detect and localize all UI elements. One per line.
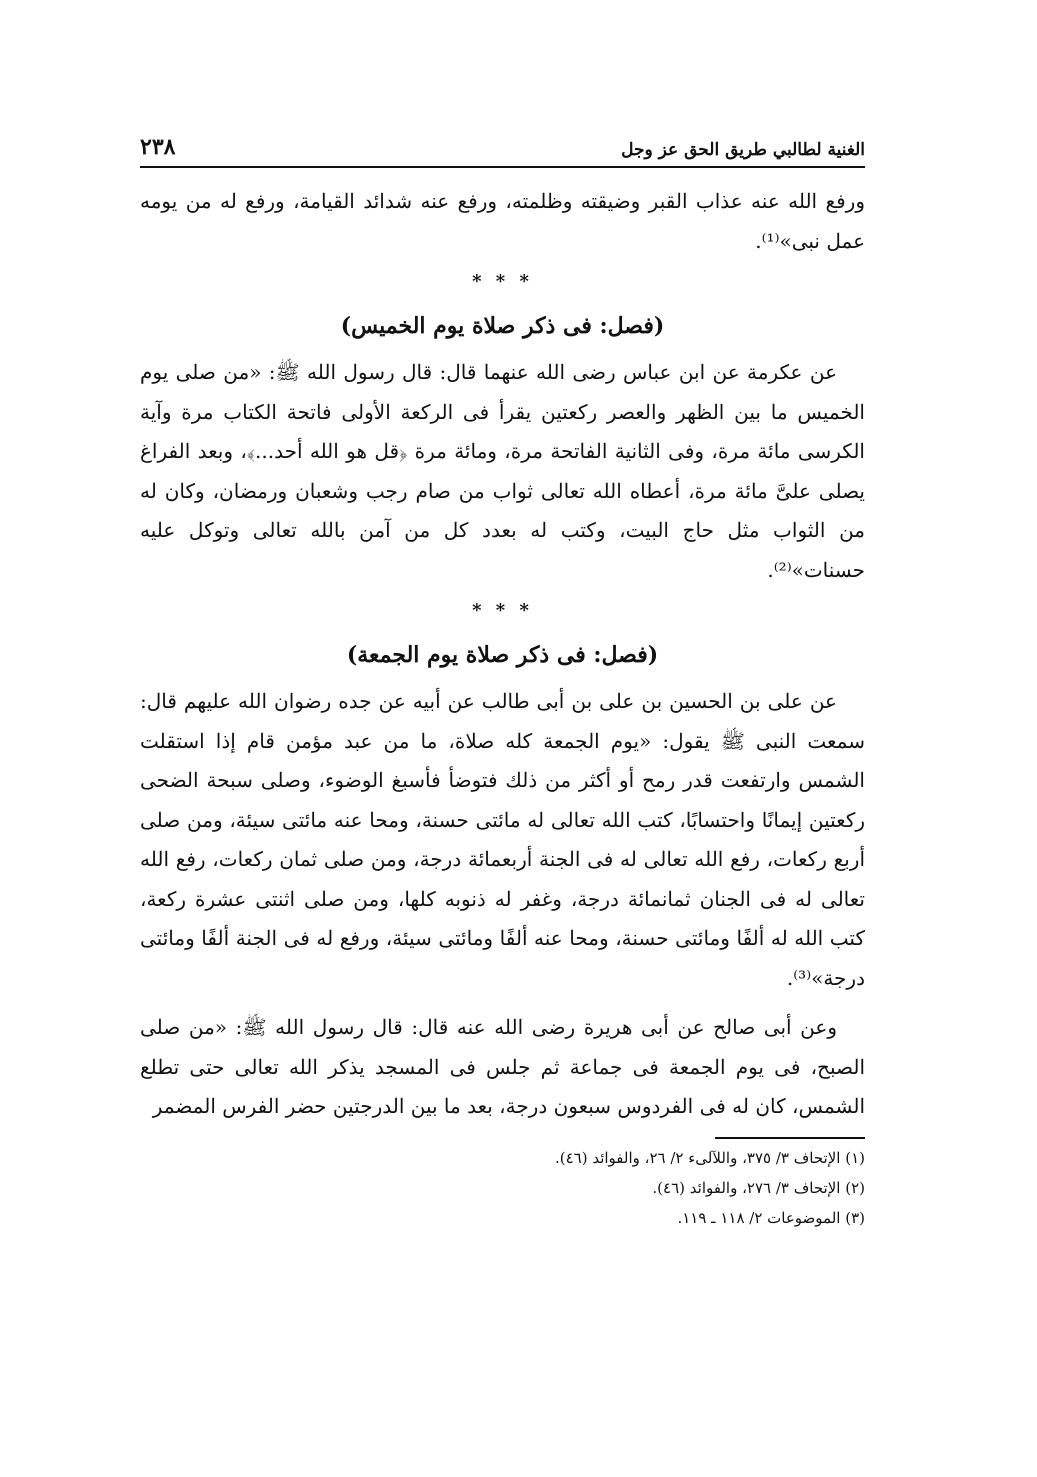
page-number: ٢٣٨ — [140, 134, 176, 160]
paragraph-thursday-prayer: عن عكرمة عن ابن عباس رضى الله عنهما قال: قال رسول الله ﷺ: «من صلى يوم الخميس ما بين الظهر والعصر ركعتين يقرأ فى الركعة الأولى فاتحة الكتاب مرة وآية الكرسى مائة مرة، وفى الثانية الفاتحة مرة، ومائة مرة ﴿قل هو الله أحد...﴾، وبعد الفراغ يصلى علىَّ مائة مرة، أعطاه الله تعالى ثواب من صام رجب وشعبان ورمضان، وكان له من الثواب مثل حاج البيت، وكتب له بعدد كل من آمن بالله تعالى وتوكل عليه حسنات»⁽²⁾. — [140, 360, 865, 582]
section-separator: * * * — [472, 600, 533, 621]
book-title: الغنية لطالبي طريق الحق عز وجل — [621, 140, 865, 160]
footnote: (٣) الموضوعات ٢/ ١١٨ ـ ١١٩. — [677, 1208, 865, 1227]
section-heading-thursday-prayer: (فصل: فى ذكر صلاة يوم الخميس) — [340, 313, 665, 339]
continued-paragraph: ورفع الله عنه عذاب القبر وضيقته وظلمته، ورفع عنه شدائد القيامة، ورفع له من يومه عمل نبى»⁽¹⁾. — [140, 189, 865, 253]
paragraph-friday-prayer: عن على بن الحسين بن على بن أبى طالب عن أبيه عن جده رضوان الله عليهم قال: سمعت النبى ﷺ يقول: «يوم الجمعة كله صلاة، ما من عبد مؤمن قام إذا استقلت الشمس وارتفعت قدر رمح أو أكثر من ذلك فتوضأ فأسبغ الوضوء، وصلى سبحة الضحى ركعتين إيمانًا واحتسابًا، كتب الله تعالى له مائتى حسنة، ومحا عنه مائتى سيئة، ومن صلى أربع ركعات، رفع الله تعالى له فى الجنة أربعمائة درجة، ومن صلى ثمان ركعات، رفع الله تعالى له فى الجنان ثمانمائة درجة، وغفر له ذنوبه كلها، ومن صلى اثنتى عشرة ركعة، كتب الله له ألفًا ومائتى حسنة، ومحا عنه ألفًا ومائتى سيئة، ورفع له فى الجنة ألفًا ومائتى درجة»⁽³⁾. — [140, 689, 865, 990]
footnote-divider — [715, 1137, 865, 1139]
paragraph-gap — [140, 998, 865, 1008]
footnote: (١) الإتحاف ٣/ ٣٧٥، واللآلىء ٢/ ٢٦، والفوائد (٤٦). — [554, 1148, 865, 1167]
section-heading-friday-prayer: (فصل: فى ذكر صلاة يوم الجمعة) — [346, 642, 659, 668]
section-separator: * * * — [472, 271, 533, 292]
book-page — [140, 120, 865, 1233]
paragraph-friday-dawn-prayer: وعن أبى صالح عن أبى هريرة رضى الله عنه قال: قال رسول الله ﷺ: «من صلى الصبح، فى يوم الجمعة فى جماعة ثم جلس فى المسجد يذكر الله تعالى حتى تطلع الشمس، كان له فى الفردوس سبعون درجة، بعد ما بين الدرجتين حضر الفرس المضمر — [140, 1015, 865, 1118]
footnote: (٢) الإتحاف ٣/ ٢٧٦، والفوائد (٤٦). — [652, 1178, 865, 1197]
running-header — [140, 120, 865, 168]
footnotes — [140, 1143, 865, 1233]
